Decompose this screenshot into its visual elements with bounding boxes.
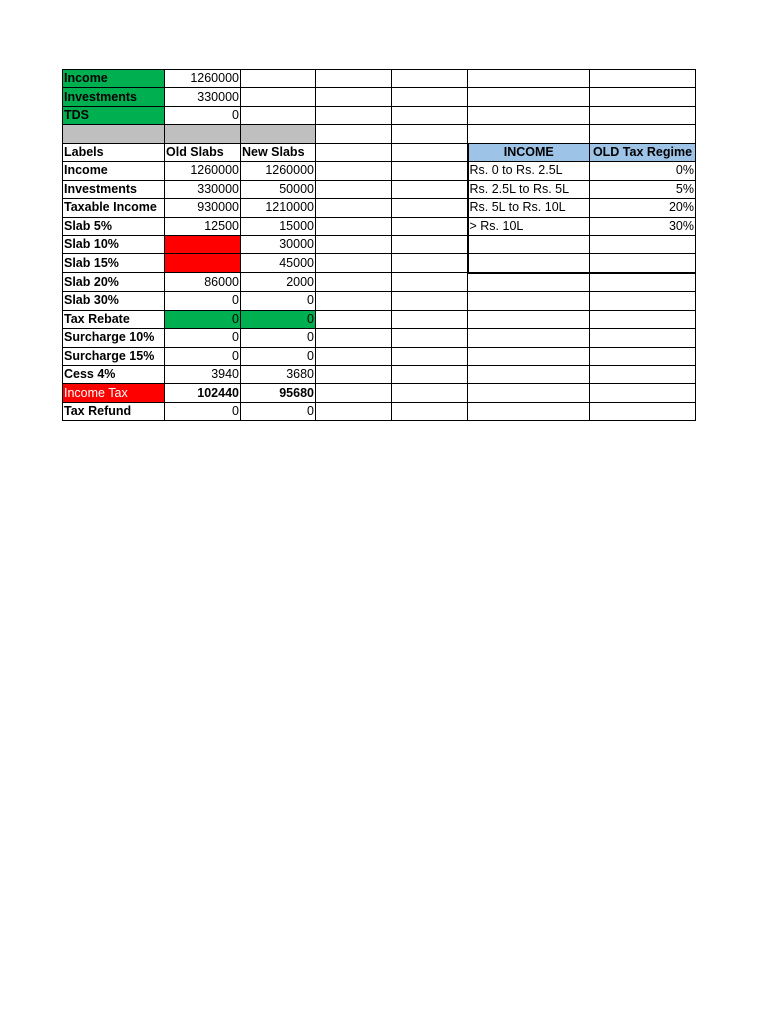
empty-cell[interactable] [392,292,468,310]
empty-cell[interactable] [316,70,392,88]
spreadsheet-grid [62,69,696,421]
old-slab-value[interactable]: 86000 [165,273,241,292]
old-slab-value[interactable]: 0 [165,329,241,347]
empty-cell[interactable] [392,70,468,88]
empty-cell[interactable] [590,235,696,253]
empty-cell[interactable] [468,292,590,310]
new-slab-value[interactable]: 1260000 [241,162,316,180]
table-row [63,162,696,180]
table-row [63,254,696,273]
row-label[interactable]: Cess 4% [63,366,165,384]
empty-cell[interactable] [316,292,392,310]
row-label[interactable]: Tax Refund [63,402,165,420]
header-row [63,143,696,161]
empty-cell[interactable] [590,70,696,88]
row-label[interactable]: Investments [63,180,165,198]
old-slab-value[interactable]: 0 [165,347,241,365]
empty-cell[interactable] [241,70,316,88]
empty-cell[interactable] [468,254,590,273]
empty-cell[interactable] [392,366,468,384]
empty-cell[interactable] [316,366,392,384]
empty-cell[interactable] [392,384,468,402]
empty-cell[interactable] [392,347,468,365]
old-slab-value[interactable]: 0 [165,292,241,310]
column-header-labels[interactable]: Labels [63,143,165,161]
sheet-row [63,88,696,106]
new-slab-value[interactable]: 1210000 [241,199,316,217]
new-slab-value[interactable]: 0 [241,402,316,420]
empty-cell[interactable] [316,310,392,328]
table-row [63,310,696,328]
empty-cell[interactable] [392,106,468,124]
empty-cell[interactable] [316,180,392,198]
empty-cell[interactable] [468,366,590,384]
new-slab-value[interactable]: 0 [241,329,316,347]
slab-range[interactable]: > Rs. 10L [468,217,590,235]
table-row [63,235,696,253]
empty-cell[interactable] [316,125,392,143]
empty-cell[interactable] [468,384,590,402]
table-row [63,347,696,365]
empty-cell[interactable] [590,347,696,365]
new-slab-value[interactable]: 30000 [241,235,316,253]
table-row [63,217,696,235]
new-slab-value[interactable]: 0 [241,292,316,310]
sheet-row [63,106,696,124]
empty-cell[interactable] [468,88,590,106]
empty-cell[interactable] [392,180,468,198]
empty-cell[interactable] [392,310,468,328]
empty-cell[interactable] [468,70,590,88]
empty-cell[interactable] [468,273,590,292]
new-slab-value[interactable]: 50000 [241,180,316,198]
empty-cell[interactable] [316,347,392,365]
empty-cell[interactable] [316,402,392,420]
empty-cell[interactable] [468,106,590,124]
empty-cell[interactable] [468,125,590,143]
table-row [63,329,696,347]
input-value-tds[interactable]: 0 [165,106,241,124]
empty-cell[interactable] [392,143,468,161]
row-label[interactable]: Surcharge 10% [63,329,165,347]
empty-cell[interactable] [392,162,468,180]
empty-cell[interactable] [392,402,468,420]
empty-cell[interactable] [590,310,696,328]
input-label-income[interactable]: Income [63,70,165,88]
new-slab-value[interactable]: 3680 [241,366,316,384]
row-label[interactable]: Taxable Income [63,199,165,217]
empty-cell[interactable] [392,254,468,273]
slab-header-regime[interactable]: OLD Tax Regime [590,143,696,161]
empty-cell[interactable] [316,384,392,402]
separator-row [63,125,696,143]
empty-cell[interactable] [392,235,468,253]
old-slab-value[interactable]: 930000 [165,199,241,217]
empty-cell[interactable] [468,402,590,420]
row-label-income-tax[interactable]: Income Tax [63,384,165,402]
empty-cell[interactable] [316,254,392,273]
input-label-tds[interactable]: TDS [63,106,165,124]
slab-range[interactable]: Rs. 5L to Rs. 10L [468,199,590,217]
old-slab-value[interactable]: 330000 [165,180,241,198]
slab-rate[interactable]: 20% [590,199,696,217]
empty-cell[interactable] [590,366,696,384]
new-slab-value[interactable]: 0 [241,310,316,328]
empty-cell[interactable] [468,329,590,347]
slab-range[interactable]: Rs. 2.5L to Rs. 5L [468,180,590,198]
old-slab-value[interactable]: 102440 [165,384,241,402]
old-slab-value[interactable]: 3940 [165,366,241,384]
row-label[interactable]: Slab 10% [63,235,165,253]
empty-cell[interactable] [590,402,696,420]
slab-rate[interactable]: 5% [590,180,696,198]
column-header-new-slabs[interactable]: New Slabs [241,143,316,161]
empty-cell[interactable] [316,106,392,124]
row-label[interactable]: Slab 30% [63,292,165,310]
empty-cell[interactable] [590,125,696,143]
table-row [63,402,696,420]
empty-cell[interactable] [468,235,590,253]
empty-cell[interactable] [392,88,468,106]
row-label[interactable]: Slab 5% [63,217,165,235]
row-label[interactable]: Income [63,162,165,180]
input-label-investments[interactable]: Investments [63,88,165,106]
slab-range[interactable]: Rs. 0 to Rs. 2.5L [468,162,590,180]
empty-cell[interactable] [590,273,696,292]
table-row [63,384,696,402]
old-slab-value[interactable]: 0 [165,402,241,420]
empty-cell[interactable] [590,106,696,124]
table-row [63,366,696,384]
empty-cell[interactable] [316,273,392,292]
row-label[interactable]: Slab 15% [63,254,165,273]
empty-cell[interactable] [590,384,696,402]
new-slab-value[interactable]: 95680 [241,384,316,402]
empty-cell[interactable] [590,329,696,347]
input-value-income[interactable]: 1260000 [165,70,241,88]
old-slab-value[interactable]: 1260000 [165,162,241,180]
table-row [63,292,696,310]
empty-cell[interactable] [316,199,392,217]
empty-cell[interactable] [316,217,392,235]
sheet-row [63,70,696,88]
table-row [63,273,696,292]
empty-cell[interactable] [392,273,468,292]
empty-cell[interactable] [316,143,392,161]
slab-header-income[interactable]: INCOME [468,143,590,161]
old-slab-value[interactable]: 0 [165,310,241,328]
row-label[interactable]: Tax Rebate [63,310,165,328]
new-slab-value[interactable]: 45000 [241,254,316,273]
row-label[interactable]: Surcharge 15% [63,347,165,365]
empty-cell[interactable] [241,106,316,124]
old-slab-value[interactable] [165,235,241,253]
empty-cell[interactable] [392,329,468,347]
empty-cell[interactable] [392,199,468,217]
gray-cell[interactable] [241,125,316,143]
empty-cell[interactable] [590,254,696,273]
empty-cell[interactable] [241,88,316,106]
gray-cell[interactable] [63,125,165,143]
input-value-investments[interactable]: 330000 [165,88,241,106]
row-label[interactable]: Slab 20% [63,273,165,292]
empty-cell[interactable] [316,88,392,106]
slab-rate[interactable]: 30% [590,217,696,235]
empty-cell[interactable] [468,310,590,328]
empty-cell[interactable] [316,329,392,347]
empty-cell[interactable] [316,162,392,180]
empty-cell[interactable] [316,235,392,253]
empty-cell[interactable] [392,125,468,143]
column-header-old-slabs[interactable]: Old Slabs [165,143,241,161]
gray-cell[interactable] [165,125,241,143]
empty-cell[interactable] [590,292,696,310]
new-slab-value[interactable]: 2000 [241,273,316,292]
slab-rate[interactable]: 0% [590,162,696,180]
empty-cell[interactable] [468,347,590,365]
new-slab-value[interactable]: 0 [241,347,316,365]
empty-cell[interactable] [392,217,468,235]
table-row [63,180,696,198]
new-slab-value[interactable]: 15000 [241,217,316,235]
empty-cell[interactable] [590,88,696,106]
old-slab-value[interactable] [165,254,241,273]
old-slab-value[interactable]: 12500 [165,217,241,235]
table-row [63,199,696,217]
